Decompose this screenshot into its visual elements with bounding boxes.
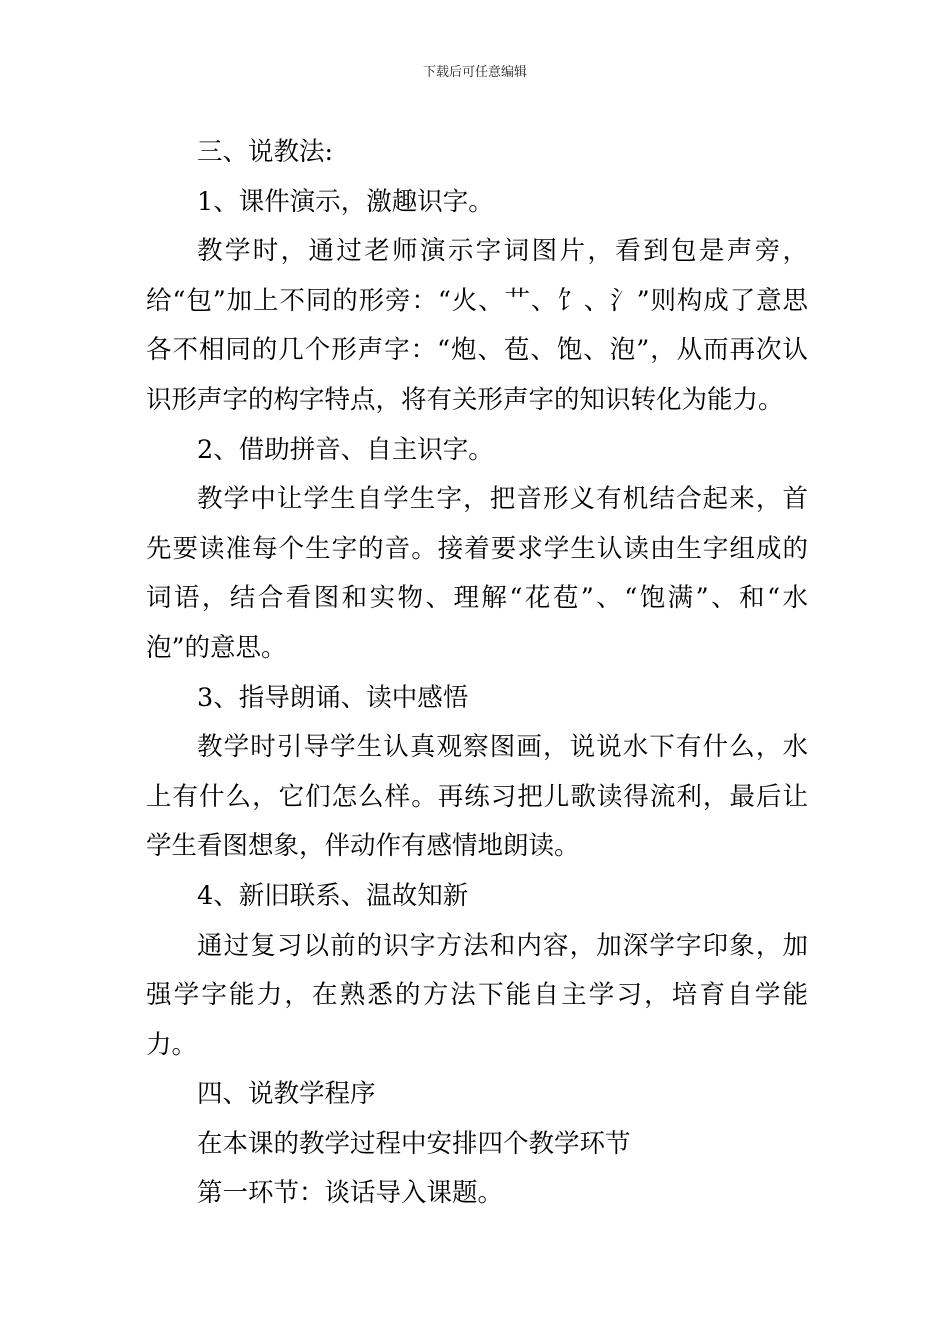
- method-4-body: 通过复习以前的识字方法和内容，加深学字印象，加强学字能力，在熟悉的方法下能自主学习，培育自学能力。: [146, 930, 808, 1060]
- method-2-body: 教学中让学生自学生字，把音形义有机结合起来，首先要读准每个生字的音。接着要求学生认读由生字组成的词语，结合看图和实物、理解“花苞”、“饱满”、和“水泡”的意思。: [146, 484, 808, 663]
- method-1-body: 教学时，通过老师演示字词图片，看到包是声旁，给“包”加上不同的形旁：“火、艹、饣、氵”则构成了意思各不相同的几个形声字：“炮、苞、饱、泡”，从而再次认识形声字的构字特点，将有关形声字的知识转化为能力。: [146, 236, 808, 415]
- method-3-body: 教学时引导学生认真观察图画，说说水下有什么，水上有什么，它们怎么样。再练习把儿歌读得流利，最后让学生看图想象，伴动作有感情地朗读。: [146, 732, 808, 862]
- document-body: [146, 128, 808, 1219]
- procedure-step-1: 第一环节：谈话导入课题。: [197, 1178, 504, 1209]
- method-3-heading: 3、指导朗诵、读中感悟: [197, 682, 469, 713]
- section-heading-teaching-methods: 三、说教法:: [197, 137, 334, 167]
- method-1-heading: 1、课件演示，激趣识字。: [197, 186, 494, 217]
- section-heading-teaching-procedure: 四、说教学程序: [197, 1079, 376, 1110]
- method-2-heading: 2、借助拼音、自主识字。: [197, 434, 494, 465]
- method-4-heading: 4、新旧联系、温故知新: [197, 880, 469, 911]
- procedure-intro: 在本课的教学过程中安排四个教学环节: [197, 1128, 631, 1159]
- page-header: 下载后可任意编辑: [422, 65, 527, 80]
